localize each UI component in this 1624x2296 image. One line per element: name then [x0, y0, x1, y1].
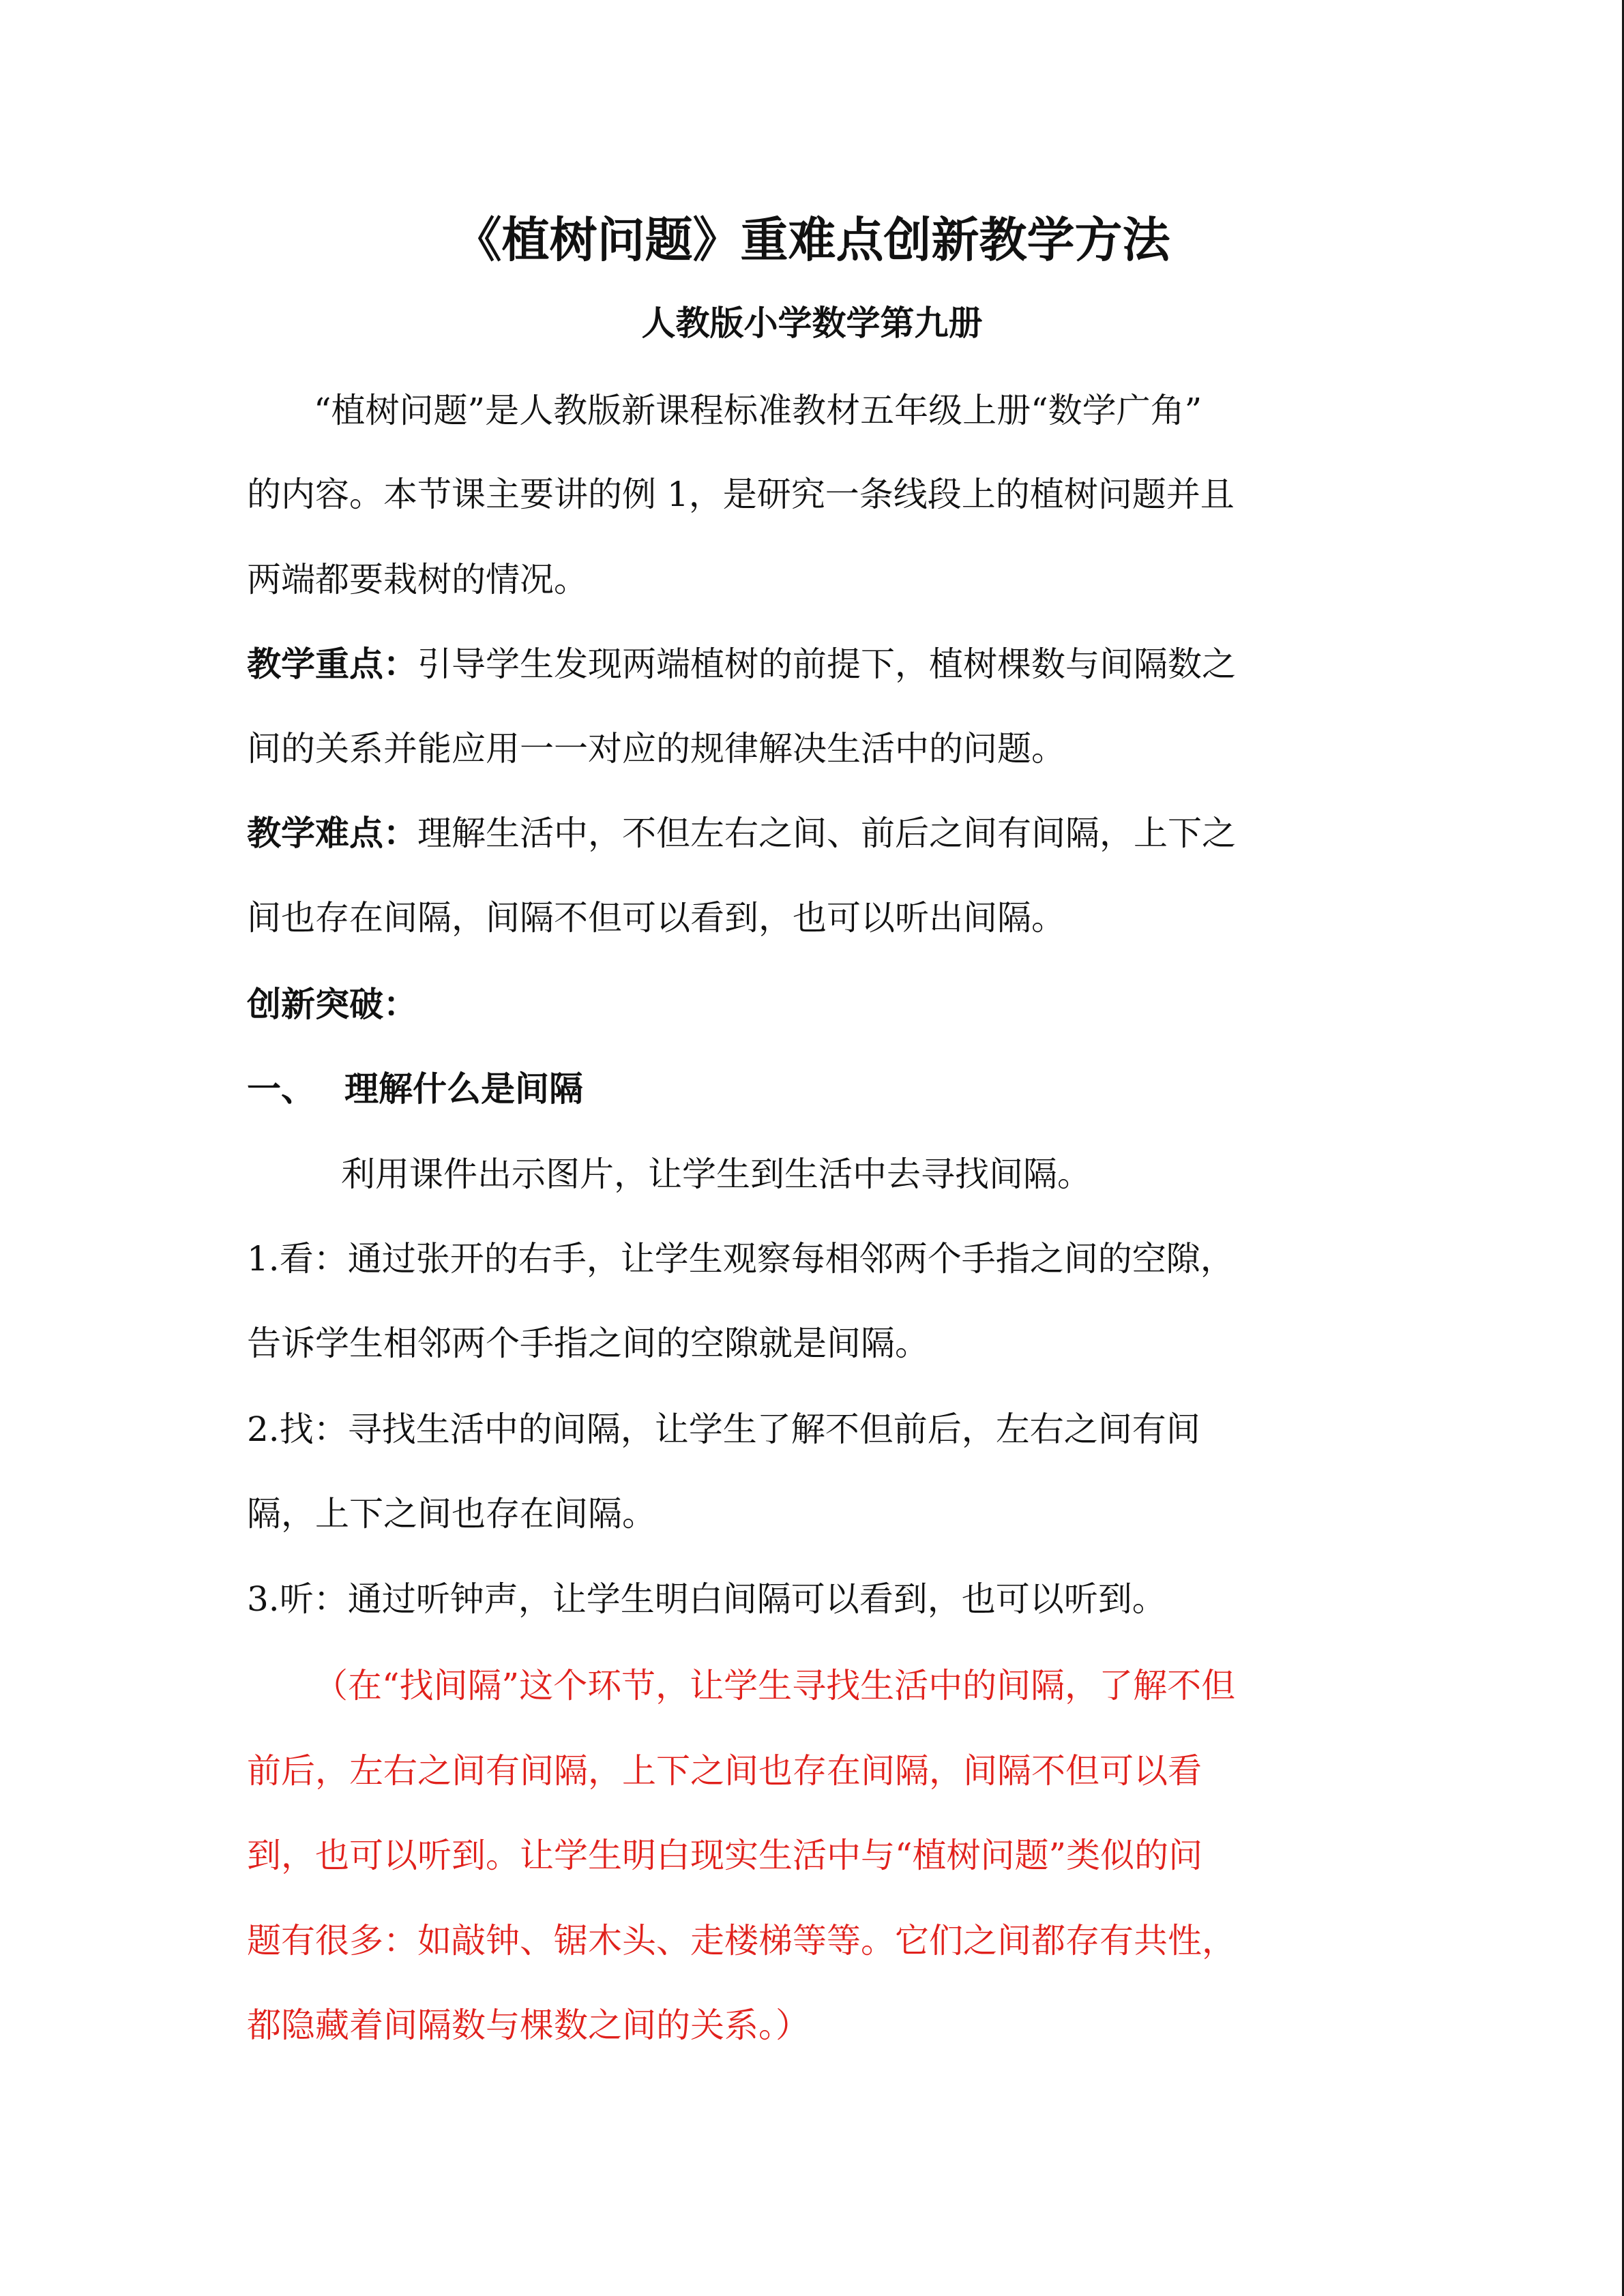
section-1-title: 理解什么是间隔: [344, 1069, 583, 1109]
difficulty-line-1: [247, 811, 1236, 855]
item-3-line-1: 3.听：通过听钟声，让学生明白间隔可以看到，也可以听到。: [247, 1579, 1166, 1619]
document-subtitle: 人教版小学数学第九册: [641, 303, 983, 343]
note-line-5: 都隐藏着间隔数与棵数之间的关系。）: [247, 2006, 810, 2045]
intro-line-3: 两端都要栽树的情况。: [247, 560, 588, 599]
difficulty-text-1: 理解生活中，不但左右之间、前后之间有间隔，上下之: [417, 814, 1236, 853]
key-point-line-1: [247, 642, 1236, 686]
difficulty-line-2: 间也存在间隔，间隔不但可以看到，也可以听出间隔。: [247, 898, 1065, 938]
item-2-line-1: 2.找：寻找生活中的间隔，让学生了解不但前后，左右之间有间: [247, 1410, 1200, 1449]
intro-line-2: 的内容。本节课主要讲的例 1，是研究一条线段上的植树问题并且: [247, 475, 1235, 514]
key-point-text-1: 引导学生发现两端植树的前提下，植树棵数与间隔数之: [417, 644, 1236, 684]
section-1-intro: 利用课件出示图片，让学生到生活中去寻找间隔。: [341, 1154, 1091, 1194]
note-line-2: 前后，左右之间有间隔，上下之间也存在间隔，间隔不但可以看: [247, 1751, 1202, 1791]
difficulty-label: 教学难点：: [247, 813, 417, 853]
document-title: 《植树问题》重难点创新教学方法: [454, 211, 1170, 268]
item-2-line-2: 隔，上下之间也存在间隔。: [247, 1494, 656, 1534]
note-line-4: 题有很多：如敲钟、锯木头、走楼梯等等。它们之间都存有共性，: [247, 1921, 1236, 1960]
item-1-line-1: 1.看：通过张开的右手，让学生观察每相邻两个手指之间的空隙，: [247, 1239, 1235, 1279]
key-point-line-2: 间的关系并能应用一一对应的规律解决生活中的问题。: [247, 729, 1065, 769]
section-1-number: 一、: [247, 1069, 315, 1109]
item-1-line-2: 告诉学生相邻两个手指之间的空隙就是间隔。: [247, 1324, 929, 1363]
intro-line-1: “植树问题”是人教版新课程标准教材五年级上册“数学广角”: [314, 391, 1202, 430]
note-line-3: 到，也可以听到。让学生明白现实生活中与“植树问题”类似的问: [247, 1836, 1203, 1875]
innovation-heading: 创新突破：: [247, 984, 417, 1024]
note-line-1: （在“找间隔”这个环节，让学生寻找生活中的间隔，了解不但: [314, 1666, 1236, 1705]
key-point-label: 教学重点：: [247, 644, 417, 684]
